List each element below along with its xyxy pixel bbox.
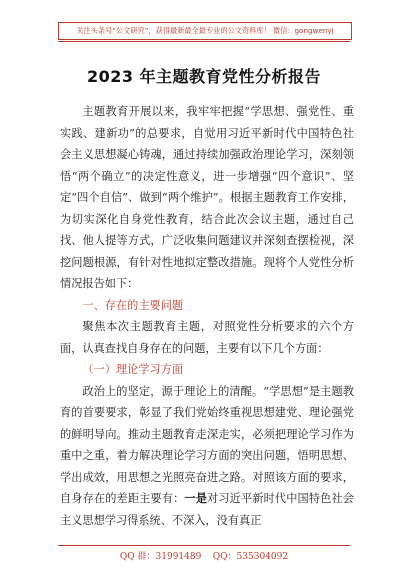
footer-contact [0, 549, 408, 562]
subsection-heading-theory: （一）理论学习方面 [82, 363, 184, 376]
document-title: 2023 年主题教育党性分析报告 [86, 67, 322, 86]
footer-qq: QQ：535304092 [212, 552, 289, 562]
document-body [60, 101, 354, 531]
section-heading-problems: 一、存在的主要问题 [82, 298, 184, 312]
point-label: 一是 [184, 491, 208, 505]
header-divider [58, 41, 350, 42]
intro-paragraph: 主题教育开展以来，我牢牢把握“学思想、强党性、重实践、建新功”的总要求，自觉用习近平新时代中国特色社会主义思想凝心铸魂，通过持续加强政治理论学习，深刻领悟“两个确立”的决定性意义，进一步增强“四个意识”、坚定“四个自信”、做到“两个维护”。根据主题教育工作安排，为切实深化自身党性教育，结合此次会议主题，通过自己找、他人提等方式，广泛收集问题建议并深刻查摆检视，深挖问题根源，有针对性地拟定整改措施。现将个人党性分析情况报告如下： [60, 105, 354, 290]
header-banner: 关注头条号“公文研究”，获得最新最全最专业的公文资料库！ 微信：gongwenyj [58, 22, 352, 40]
section-intro-paragraph: 聚焦本次主题教育主题，对照党性分析要求的六个方面，认真查找自身存在的问题，主要有以下几个方面： [60, 320, 354, 355]
footer-qq-group: QQ 群：31991489 [119, 552, 202, 562]
theory-paragraph-text: 政治上的坚定，源于理论上的清醒。“学思想”是主题教育的首要要求，彰显了我们党始终重视思想建党、理论强党的鲜明导向。推动主题教育走深走实，必须把理论学习作为重中之重，着力解决理论学习方面的突出问题，悟明思想、学出成效，用思想之光照亮奋进之路。对照该方面的要求，自身存在的差距主要有： [60, 384, 354, 505]
theory-paragraph [60, 381, 354, 532]
point-text: 对习近平新时代中国特色社会主义思想学习得系统、不深入，没有真正 [60, 492, 354, 527]
footer-divider [58, 545, 350, 546]
